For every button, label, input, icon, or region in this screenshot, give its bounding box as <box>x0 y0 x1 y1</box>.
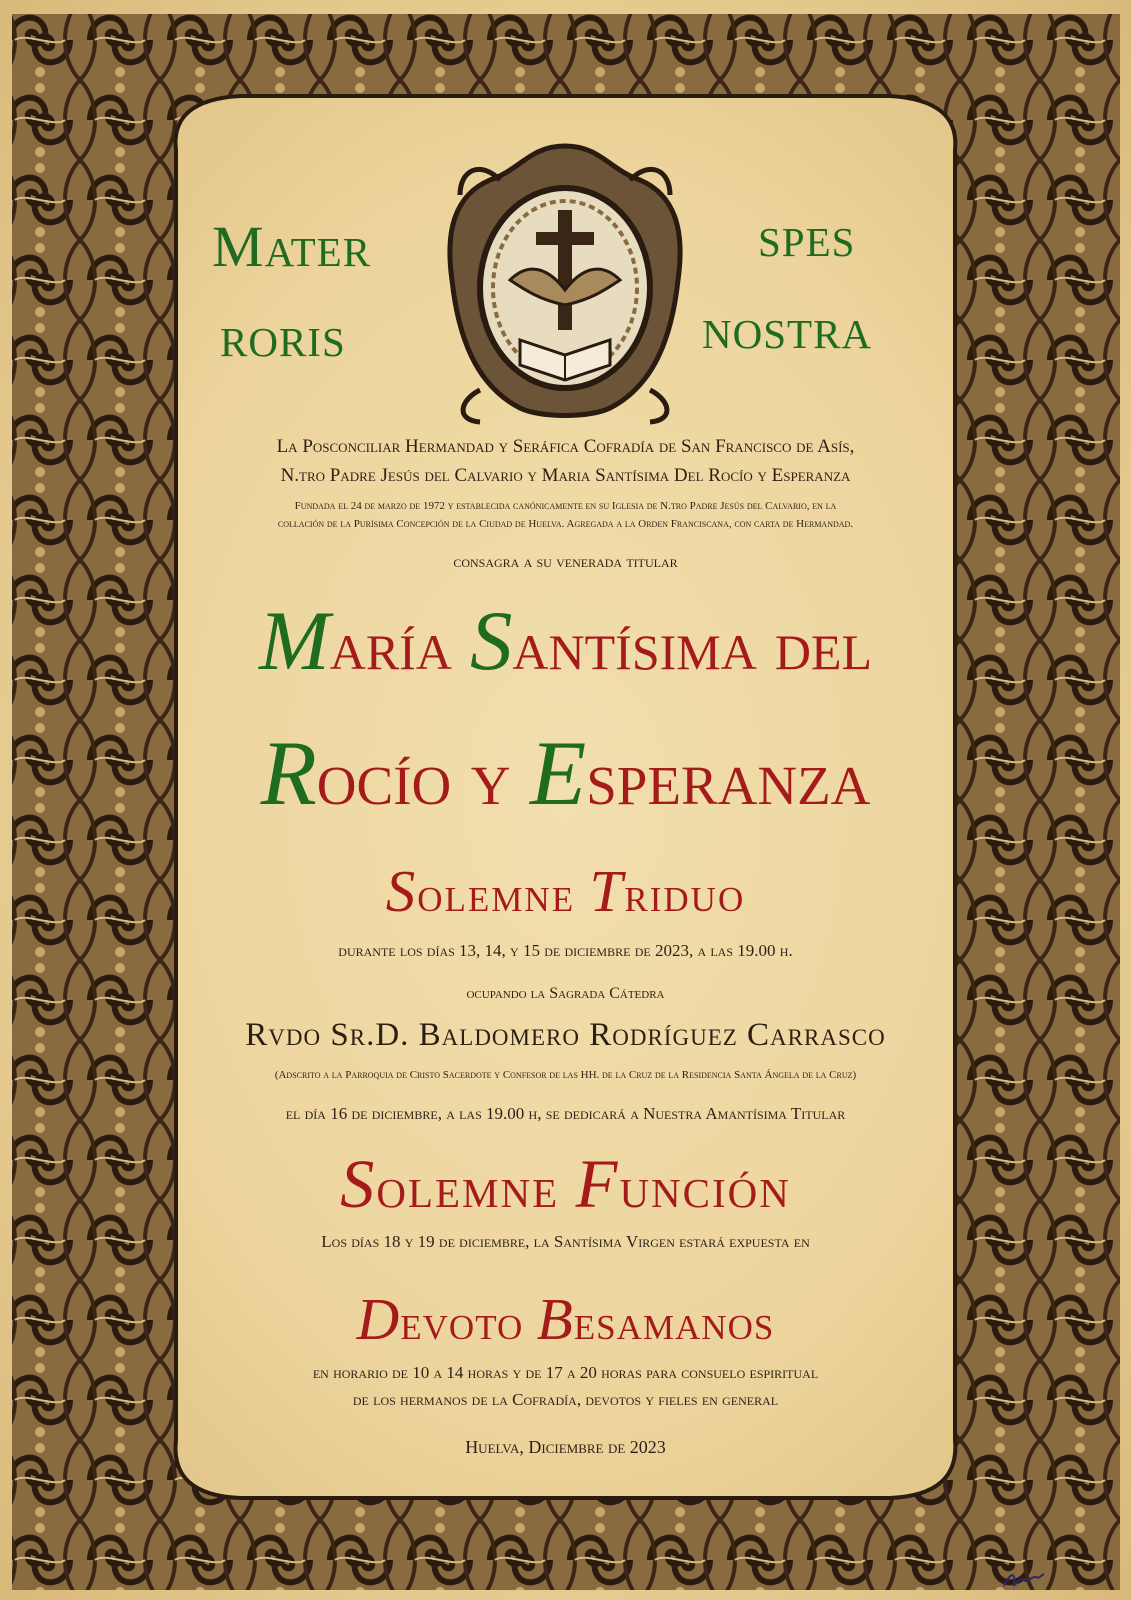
titular-line2-part1: ocío y <box>316 734 530 821</box>
titular-line2 <box>170 720 961 826</box>
titular-line1 <box>170 592 961 690</box>
consecration-text: consagra a su venerada titular <box>453 552 678 571</box>
funcion-part1: olemne <box>376 1155 576 1220</box>
triduo-heading <box>170 857 961 926</box>
motto-left-line2: roris <box>220 304 346 369</box>
artist-signature-icon <box>1002 1568 1046 1592</box>
brotherhood-name-line1: La Posconciliar Hermandad y Seráfica Cofradía de San Francisco de Asís, <box>276 436 855 457</box>
initial-t: T <box>589 858 625 924</box>
triduo-dates: durante los días 13, 14, y 15 de diciembre de 2023, a las 19.00 h. <box>338 941 793 960</box>
initial-s: S <box>469 594 513 688</box>
initial-m: M <box>258 594 330 688</box>
titular-line2-part2: speranza <box>586 734 871 821</box>
initial-b: B <box>536 1286 574 1352</box>
content-area <box>170 0 961 1600</box>
preacher-name: Rvdo Sr.D. Baldomero Rodríguez Carrasco <box>245 1017 886 1053</box>
initial-r: R <box>260 722 317 824</box>
initial-d: D <box>356 1286 401 1352</box>
preacher-intro: ocupando la Sagrada Cátedra <box>466 985 665 1002</box>
brotherhood-name-line2: N.tro Padre Jesús del Calvario y Maria Santísima Del Rocío y Esperanza <box>280 465 851 486</box>
motto-left-line1: Mater <box>212 214 372 279</box>
place-date: Huelva, Diciembre de 2023 <box>465 1437 666 1457</box>
franciscan-coat-of-arms-icon <box>440 140 690 425</box>
titular-line1-part2: antísima del <box>512 605 873 685</box>
initial-s-triduo: S <box>385 858 418 924</box>
founding-text-line1: Fundada el 24 de marzo de 1972 y establecida canónicamente en su Iglesia de N.tro Padre Jesús del Calvario, en la <box>294 500 837 512</box>
initial-e: E <box>529 722 587 824</box>
besamanos-part1: evoto <box>400 1294 537 1350</box>
initial-f: F <box>575 1146 620 1222</box>
preacher-note: (Adscrito a la Parroquia de Cristo Sacerdote y Confesor de las HH. de la Cruz de la Residencia Santa Ángela de la Cruz) <box>274 1069 857 1081</box>
besamanos-schedule-line2: de los hermanos de la Cofradía, devotos y fieles en general <box>352 1390 779 1409</box>
motto-right-line1: spes <box>758 204 856 269</box>
besamanos-heading <box>170 1285 961 1354</box>
titular-line1-part1: aría <box>329 605 470 685</box>
founding-text-line2: collación de la Purísima Concepción de la Ciudad de Huelva. Agregada a la Orden Franciscana, con carta de Hermandad. <box>277 518 854 530</box>
funcion-part2: unción <box>619 1155 791 1220</box>
besamanos-schedule-line1: en horario de 10 a 14 horas y de 17 a 20 horas para consuelo espiritual <box>312 1363 819 1382</box>
motto-right-line2: nostra <box>702 296 873 361</box>
besamanos-part2: esamanos <box>573 1294 775 1350</box>
funcion-heading <box>170 1145 961 1224</box>
triduo-part1: olemne <box>417 866 590 922</box>
funcion-intro: el día 16 de diciembre, a las 19.00 h, se dedicará a Nuestra Amantísima Titular <box>285 1104 846 1123</box>
triduo-part2: riduo <box>624 866 746 922</box>
besamanos-intro: Los días 18 y 19 de diciembre, la Santísima Virgen estará expuesta en <box>321 1232 810 1251</box>
initial-s-funcion: S <box>340 1146 377 1222</box>
